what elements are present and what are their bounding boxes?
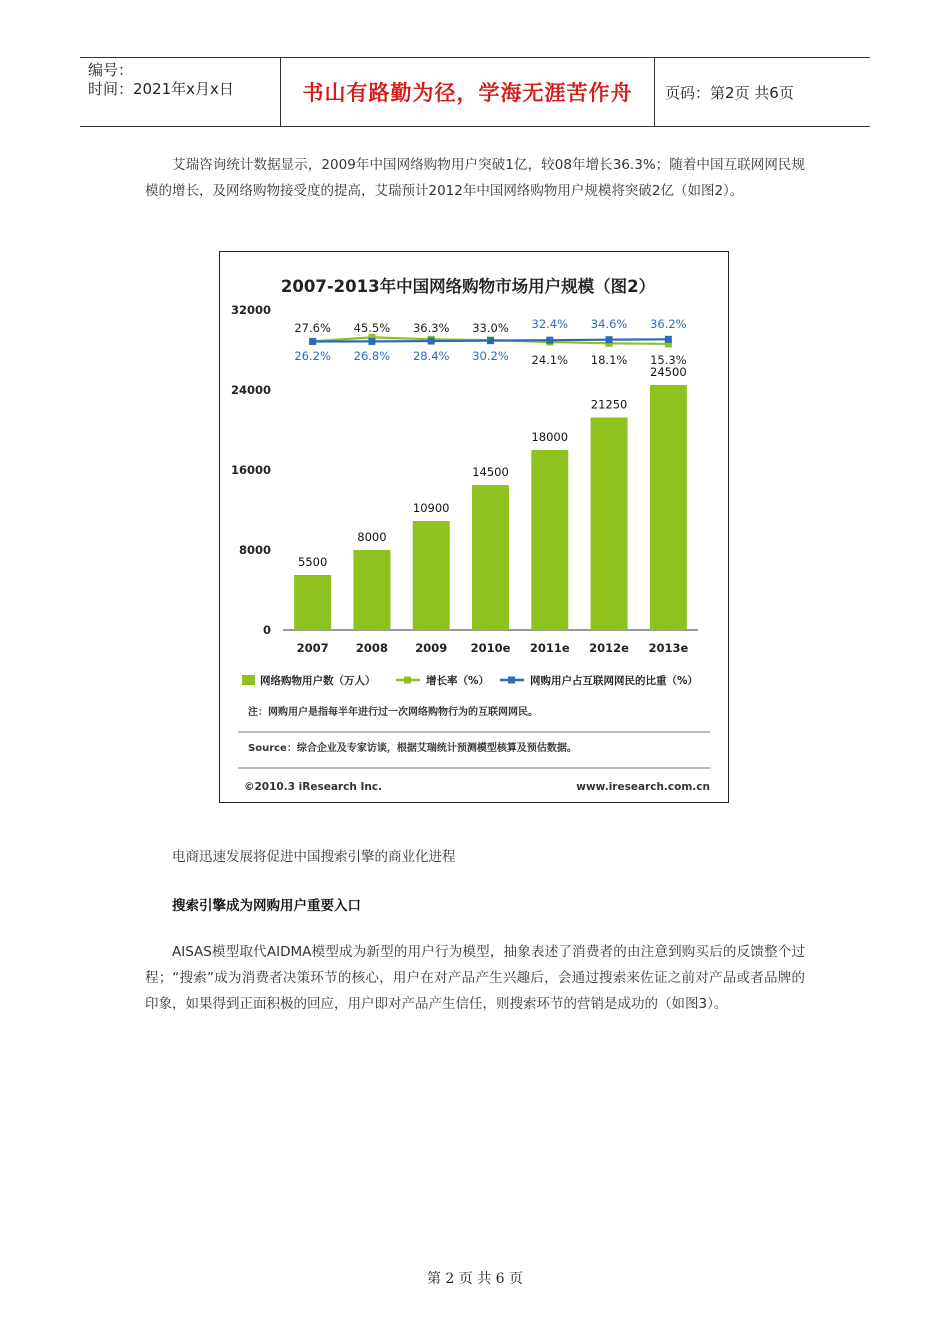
chart-copyright: ©2010.3 iResearch Inc. [244, 781, 383, 793]
legend-bar-label: 网络购物用户数（万人） [260, 675, 376, 687]
chart-svg [220, 252, 730, 804]
page-header [80, 57, 870, 127]
legend-share-label: 网购用户占互联网网民的比重（%） [530, 675, 699, 687]
x-tick-label: 2013e [648, 641, 689, 655]
share-label: 36.2% [650, 317, 687, 331]
bar [353, 550, 390, 630]
growth-label: 18.1% [590, 353, 628, 367]
chart-website: www.iresearch.com.cn [576, 781, 710, 793]
share-label: 26.8% [353, 349, 391, 363]
x-tick-label: 2009 [415, 641, 448, 655]
y-tick-label: 0 [262, 623, 271, 637]
bar-value-label: 18000 [531, 430, 569, 444]
chart-note: 注：网购用户是指每半年进行过一次网络购物行为的互联网网民。 [248, 707, 538, 718]
x-tick-label: 2008 [355, 641, 388, 655]
share-label: 30.2% [472, 349, 509, 363]
bar [413, 521, 450, 630]
bar [294, 575, 331, 630]
paragraph-search-progress: 电商迅速发展将促进中国搜索引擎的商业化进程 [172, 849, 456, 865]
share-marker [309, 338, 316, 345]
share-label: 28.4% [412, 349, 450, 363]
paragraph-intro: 艾瑞咨询统计数据显示，2009年中国网络购物用户突破1亿，较08年增长36.3%；随着中国互联网网民规模的增长，及网络购物接受度的提高，艾瑞预计2012年中国网络购物用户规模将突破2亿（如图2）。 [145, 157, 805, 199]
header-page-label: 页码：第2页 共6页 [665, 83, 794, 102]
time-label: 时间：2021年x月x日 [88, 80, 234, 98]
share-marker [428, 338, 435, 345]
legend-growth-label: 增长率（%） [426, 675, 490, 687]
y-tick-label: 24000 [230, 383, 271, 397]
y-tick-label: 8000 [238, 543, 271, 557]
bar-value-label: 8000 [357, 530, 387, 544]
chart-title: 2007-2013年中国网络购物市场用户规模（图2） [280, 277, 656, 296]
legend-growth-marker [404, 677, 411, 684]
bar [591, 418, 628, 631]
chart-source: Source：综合企业及专家访谈，根据艾瑞统计预测模型核算及预估数据。 [248, 743, 577, 754]
bar-value-label: 10900 [412, 501, 450, 515]
bar [650, 385, 687, 630]
header-meta [80, 58, 281, 126]
x-tick-label: 2010e [470, 641, 511, 655]
legend-bar-swatch [242, 675, 255, 685]
share-label: 34.6% [590, 317, 628, 331]
user-scale-chart [219, 251, 729, 803]
bar-value-label: 24500 [650, 365, 687, 379]
share-marker [546, 337, 553, 344]
legend-share-marker [508, 677, 515, 684]
x-tick-label: 2012e [589, 641, 629, 655]
number-label: 编号： [88, 61, 134, 79]
bar-value-label: 5500 [298, 555, 328, 569]
share-marker [606, 336, 613, 343]
growth-label: 27.6% [294, 321, 331, 335]
growth-label: 36.3% [412, 321, 450, 335]
growth-label: 15.3% [650, 353, 687, 367]
growth-label: 45.5% [353, 321, 391, 335]
share-label: 32.4% [531, 317, 569, 331]
bar [472, 485, 509, 630]
share-marker [368, 338, 375, 345]
x-tick-label: 2011e [529, 641, 570, 655]
bar-value-label: 14500 [472, 465, 509, 479]
growth-label: 33.0% [472, 321, 509, 335]
bar [531, 450, 568, 630]
y-tick-label: 32000 [230, 303, 271, 317]
page-footer: 第 2 页 共 6 页 [426, 1271, 524, 1287]
header-motto: 书山有路勤为径，学海无涯苦作舟 [281, 58, 655, 126]
growth-label: 24.1% [531, 353, 569, 367]
x-tick-label: 2007 [296, 641, 329, 655]
share-label: 26.2% [294, 349, 331, 363]
section-heading: 搜索引擎成为网购用户重要入口 [172, 898, 361, 914]
y-tick-label: 16000 [230, 463, 271, 477]
bar-value-label: 21250 [590, 397, 628, 412]
paragraph-aisas: AISAS模型取代AIDMA模型成为新型的用户行为模型，抽象表述了消费者的由注意到购买后的反馈整个过程；“搜索”成为消费者决策环节的核心，用户在对产品产生兴趣后，会通过搜索来佐证之前对产品或者品牌的印象，如果得到正面积极的回应，用户即对产品产生信任，则搜索环节的营销是成功的（如图3）。 [145, 944, 805, 1012]
share-marker [487, 337, 494, 344]
share-marker [665, 336, 672, 343]
